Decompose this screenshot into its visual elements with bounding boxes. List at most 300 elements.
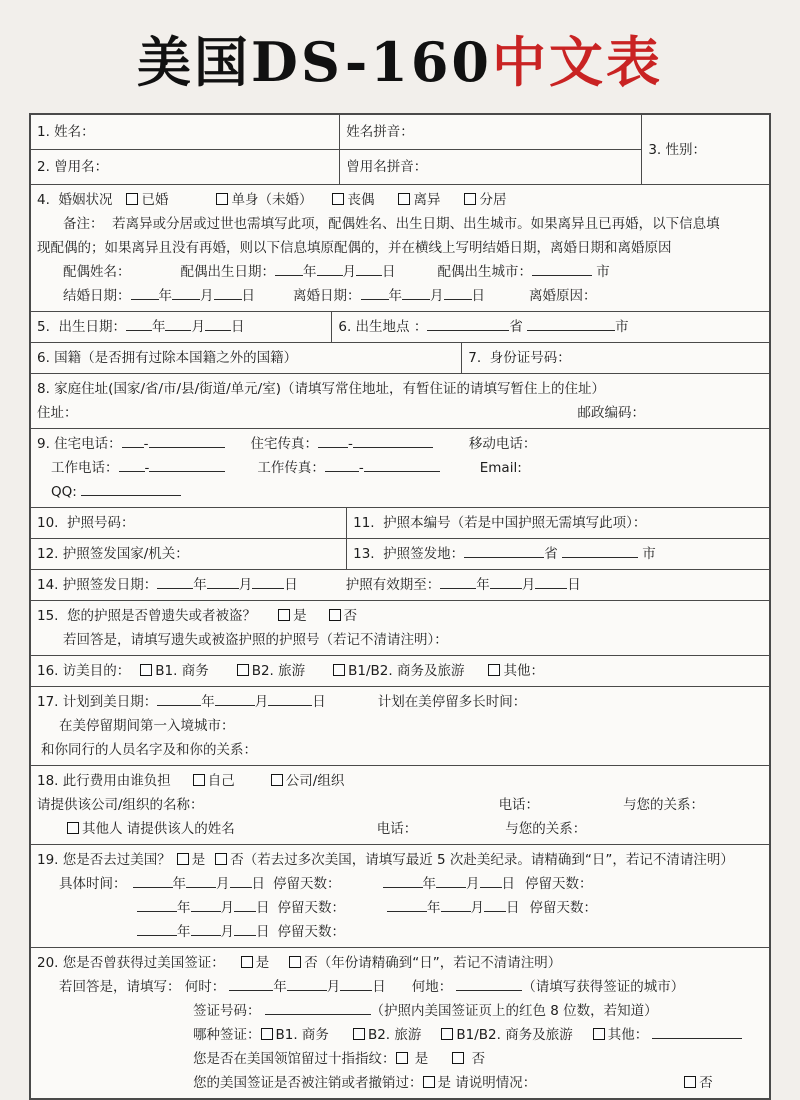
- checkbox-had-visa-yes[interactable]: [241, 955, 270, 971]
- cell: [346, 539, 769, 569]
- birth-month-blank[interactable]: [165, 315, 191, 331]
- label: 省: [544, 546, 562, 562]
- checkbox-label: 离异: [413, 192, 441, 208]
- cell: [31, 115, 339, 149]
- address-label: 住址：: [37, 405, 78, 421]
- spacer: [307, 619, 329, 620]
- checkbox-visa-b1b2[interactable]: [441, 1027, 572, 1043]
- checkbox-icon: [333, 664, 345, 676]
- checkbox-label: 是: [437, 1075, 451, 1091]
- checkbox-icon: [423, 1076, 435, 1088]
- spacer: [536, 1086, 684, 1087]
- arrival-month-blank[interactable]: [215, 690, 255, 706]
- label: 年: [303, 264, 317, 280]
- visit3-day-blank[interactable]: [234, 896, 256, 912]
- checkbox-passport-lost-no[interactable]: [329, 608, 358, 624]
- spacer: [131, 275, 181, 276]
- form-line: [468, 346, 763, 370]
- spacer: [37, 299, 63, 300]
- checkbox-label: B1. 商务: [275, 1027, 329, 1043]
- work-fax-blank[interactable]: [364, 456, 440, 472]
- visa-month-blank[interactable]: [287, 975, 327, 991]
- row-6-7-nationality-id: [31, 342, 769, 373]
- form-line: [37, 153, 108, 181]
- label: 年: [273, 979, 287, 995]
- visit1-day-blank[interactable]: [230, 872, 252, 888]
- checkbox-purpose-other[interactable]: [488, 663, 544, 679]
- label: 日: [312, 694, 326, 710]
- home-phone-area-blank[interactable]: [122, 432, 144, 448]
- checkbox-payer-company[interactable]: [271, 773, 345, 789]
- spacer: [329, 1038, 353, 1039]
- passport-lost-detail-label: 若回答是，请填写遗失或被盗护照的护照号（若记不清请注明）：: [63, 632, 448, 648]
- checkbox-payer-other-person[interactable]: [67, 821, 123, 837]
- spacer: [204, 808, 499, 809]
- spouse-birth-city-blank[interactable]: [532, 260, 592, 276]
- visit5-year-blank[interactable]: [137, 920, 177, 936]
- row-15-passport-lost: [31, 600, 769, 655]
- home-phone-blank[interactable]: [149, 432, 225, 448]
- visited-us-note: （若去过多次美国，请填写最近 5 次赴美纪录。请精确到“日”，若记不清请注明）: [243, 852, 734, 868]
- label: 日: [241, 288, 255, 304]
- arrival-date-label: 17. 计划到美日期：: [37, 694, 158, 710]
- form-line: [353, 542, 763, 566]
- spacer: [168, 203, 216, 204]
- checkbox-label: 自己: [207, 773, 235, 789]
- checkbox-visited-us-no[interactable]: [215, 852, 244, 868]
- form-line: [37, 188, 763, 212]
- marriage-month-blank[interactable]: [172, 284, 200, 300]
- row-12-13-passport-issue: [31, 538, 769, 569]
- form-line: [37, 212, 763, 236]
- label: 年: [172, 876, 186, 892]
- arrival-day-blank[interactable]: [268, 690, 312, 706]
- spacer: [112, 203, 126, 204]
- visit3-days-label: 停留天数：: [277, 900, 345, 916]
- checkbox-fingerprints-no[interactable]: [452, 1051, 485, 1067]
- birth-date-label: 5. 出生日期：: [37, 319, 126, 335]
- form-line: [37, 817, 763, 841]
- title-black-part: 美国DS-160: [137, 30, 492, 94]
- form-line: [37, 480, 763, 504]
- issue-city-blank[interactable]: [562, 542, 638, 558]
- form-line: [37, 1047, 763, 1071]
- spacer: [37, 729, 59, 730]
- form-line: [353, 511, 763, 535]
- label: 日: [284, 577, 298, 593]
- postal-code-label: 邮政编码：: [577, 405, 645, 421]
- cell: [31, 766, 769, 844]
- checkbox-label: 公司/组织: [285, 773, 345, 789]
- form-line: [37, 793, 763, 817]
- label: 日: [230, 319, 245, 335]
- spouse-birth-year-blank[interactable]: [275, 260, 303, 276]
- visit2-month-blank[interactable]: [436, 872, 466, 888]
- form-line: [37, 432, 763, 456]
- payer-org-relation-label: 与您的关系：: [623, 797, 705, 813]
- spacer: [37, 1062, 193, 1063]
- cell: [31, 374, 769, 428]
- label: 市: [615, 319, 629, 335]
- payer-person-name-label: 请提供该人的姓名: [122, 821, 235, 837]
- label: 日: [372, 979, 386, 995]
- checkbox-visa-revoked-yes[interactable]: [423, 1075, 452, 1091]
- checkbox-label: B1/B2. 商务及旅游: [456, 1027, 573, 1043]
- form-line: [37, 456, 763, 480]
- expiry-year-blank[interactable]: [440, 573, 476, 589]
- form-line: [346, 118, 414, 146]
- checkbox-icon: [271, 774, 283, 786]
- spacer: [209, 674, 237, 675]
- checkbox-icon: [353, 1028, 365, 1040]
- visa-city-blank[interactable]: [456, 975, 522, 991]
- form-line: [37, 542, 340, 566]
- gender-cell: [641, 115, 769, 184]
- label: 月: [521, 577, 536, 593]
- issue-month-blank[interactable]: [207, 573, 239, 589]
- marriage-year-blank[interactable]: [131, 284, 159, 300]
- spacer: [78, 416, 578, 417]
- payer-org-phone-label: 电话：: [498, 797, 540, 813]
- names-left-block: [31, 115, 641, 184]
- visa-year-blank[interactable]: [229, 975, 273, 991]
- visa-day-blank[interactable]: [340, 975, 372, 991]
- label: 月: [342, 264, 356, 280]
- checkbox-icon: [216, 193, 228, 205]
- label: 配偶出生日期：: [180, 264, 275, 280]
- checkbox-icon: [329, 609, 341, 621]
- label: 省: [509, 319, 528, 335]
- passport-number-label: 10. 护照号码：: [37, 515, 135, 531]
- spacer: [539, 808, 623, 809]
- checkbox-separated[interactable]: [464, 192, 506, 208]
- visit4-day-blank[interactable]: [484, 896, 506, 912]
- former-name-label: 2. 曾用名：: [37, 159, 109, 175]
- spacer: [37, 911, 137, 912]
- divorce-day-blank[interactable]: [444, 284, 472, 300]
- checkbox-purpose-b1[interactable]: [140, 663, 208, 679]
- visa-when-label: 若回答是，请填写： 何时：: [59, 979, 226, 995]
- visit1-month-blank[interactable]: [186, 872, 216, 888]
- spacer: [440, 203, 464, 204]
- birth-province-blank[interactable]: [427, 315, 509, 331]
- label: 日: [382, 264, 396, 280]
- expiry-day-blank[interactable]: [535, 573, 567, 589]
- visa-other-blank[interactable]: [652, 1023, 742, 1039]
- checkbox-icon: [396, 1052, 408, 1064]
- checkbox-single[interactable]: [216, 192, 312, 208]
- passport-issue-country-label: 12. 护照签发国家/机关：: [37, 546, 189, 562]
- nationality-label: 6. 国籍（是否拥有过除本国籍之外的国籍）: [37, 350, 298, 366]
- divorce-reason-label: 离婚原因：: [529, 288, 597, 304]
- form-line: [37, 896, 763, 920]
- checkbox-icon: [193, 774, 205, 786]
- label: 年: [476, 577, 490, 593]
- work-fax-area-blank[interactable]: [325, 456, 359, 472]
- spacer: [433, 447, 469, 448]
- birth-city-blank[interactable]: [527, 315, 615, 331]
- checkbox-label: 否: [230, 852, 244, 868]
- visit4-month-blank[interactable]: [441, 896, 471, 912]
- divorce-date-label: 离婚日期：: [293, 288, 361, 304]
- checkbox-purpose-b1b2[interactable]: [333, 663, 464, 679]
- checkbox-label: 其他：: [503, 663, 544, 679]
- visit-purpose-label: 16. 访美目的：: [37, 663, 131, 679]
- spacer: [270, 911, 278, 912]
- label: 日: [567, 577, 581, 593]
- label: 市: [592, 264, 610, 280]
- work-phone-area-blank[interactable]: [119, 456, 145, 472]
- visit5-month-blank[interactable]: [191, 920, 221, 936]
- visit3-year-blank[interactable]: [137, 896, 177, 912]
- cell: [31, 948, 769, 1098]
- spacer: [130, 674, 140, 675]
- spacer: [235, 784, 271, 785]
- birth-year-blank[interactable]: [126, 315, 152, 331]
- checkbox-label: 是: [293, 608, 307, 624]
- cell: [331, 312, 769, 342]
- label: 月: [254, 694, 269, 710]
- passport-issue-place-label: 13. 护照签发地：: [353, 546, 465, 562]
- spacer: [265, 887, 273, 888]
- form-line: [37, 118, 95, 146]
- spacer: [37, 935, 137, 936]
- label: 月: [200, 288, 214, 304]
- spacer: [225, 966, 241, 967]
- spacer: [37, 1038, 193, 1039]
- work-fax-label: 工作传真：: [257, 460, 325, 476]
- passport-issue-date-label: 14. 护照签发日期：: [37, 577, 158, 593]
- label: 年: [158, 288, 172, 304]
- checkbox-label: B2. 旅游: [251, 663, 306, 679]
- label: 年: [427, 900, 441, 916]
- label: 月: [430, 288, 444, 304]
- form-line: [37, 690, 763, 714]
- checkbox-icon: [452, 1052, 464, 1064]
- visit5-days-label: 停留天数：: [277, 924, 345, 940]
- checkbox-icon: [237, 664, 249, 676]
- id-number-label: 7. 身份证号码：: [468, 350, 571, 366]
- spacer: [235, 832, 377, 833]
- row-20-visa-history: [31, 947, 769, 1098]
- label: 月: [470, 900, 484, 916]
- mobile-phone-label: 移动电话：: [468, 436, 537, 452]
- home-fax-area-blank[interactable]: [318, 432, 348, 448]
- spouse-birth-month-blank[interactable]: [317, 260, 343, 276]
- checkbox-label: 否: [343, 608, 358, 624]
- checkbox-icon: [215, 853, 227, 865]
- passport-book-number-label: 11. 护照本编号（若是中国护照无需填写此项）：: [353, 515, 647, 531]
- passport-lost-question: 15. 您的护照是否曾遗失或者被盗？: [37, 608, 257, 624]
- work-phone-blank[interactable]: [149, 456, 225, 472]
- form-line: [37, 920, 763, 944]
- cell: [31, 601, 769, 655]
- row-10-11-passport-number: [31, 507, 769, 538]
- fingerprints-question: 您是否在美国领馆留过十指指纹：: [193, 1051, 396, 1067]
- checkbox-icon: [488, 664, 500, 676]
- divorce-month-blank[interactable]: [402, 284, 430, 300]
- label: 日: [501, 876, 515, 892]
- checkbox-label: 否: [304, 955, 318, 971]
- spouse-name-label: 配偶姓名：: [63, 264, 131, 280]
- cell: [31, 429, 769, 507]
- spacer: [386, 990, 412, 991]
- cell: [31, 539, 346, 569]
- checkbox-icon: [684, 1076, 696, 1088]
- visit1-year-blank[interactable]: [133, 872, 173, 888]
- label: -: [358, 460, 364, 476]
- label: 备注： 若离异或分居或过世也需填写此项，配偶姓名、出生日期、出生城市。如果离异且已再婚，以下信息填: [63, 216, 720, 232]
- checkbox-icon: [177, 853, 189, 865]
- form-line: [37, 284, 763, 308]
- qq-label: QQ:: [51, 484, 82, 500]
- label: 日: [251, 876, 265, 892]
- title-red-part: 中文表: [491, 30, 663, 94]
- form-line: [648, 136, 706, 164]
- birth-day-blank[interactable]: [205, 315, 231, 331]
- form-line: [37, 401, 763, 425]
- form-line: [37, 628, 763, 652]
- row-19-us-visits: [31, 844, 769, 947]
- checkbox-visa-other[interactable]: [593, 1027, 649, 1043]
- checkbox-fingerprints-yes[interactable]: [396, 1051, 429, 1067]
- spacer: [37, 832, 67, 833]
- checkbox-divorced[interactable]: [398, 192, 440, 208]
- passport-expiry-label: 护照有效期至：: [345, 577, 441, 593]
- label: 年: [388, 288, 402, 304]
- spacer: [270, 935, 278, 936]
- row-5-birth-date-place: [31, 311, 769, 342]
- checkbox-label: 已婚: [141, 192, 169, 208]
- spacer: [421, 1038, 441, 1039]
- visit2-day-blank[interactable]: [480, 872, 502, 888]
- spacer: [37, 990, 59, 991]
- checkbox-label: 单身（未婚）: [231, 192, 313, 208]
- form-line: [37, 377, 763, 401]
- checkbox-icon: [398, 193, 410, 205]
- divorce-year-blank[interactable]: [361, 284, 389, 300]
- checkbox-icon: [332, 193, 344, 205]
- form-line: [37, 260, 763, 284]
- home-fax-blank[interactable]: [353, 432, 433, 448]
- checkbox-payer-self[interactable]: [193, 773, 235, 789]
- spacer: [326, 705, 378, 706]
- row-17-travel-plan: [31, 686, 769, 765]
- label: 4. 婚姻状况: [37, 192, 113, 208]
- spacer: [37, 495, 51, 496]
- spacer: [520, 911, 530, 912]
- checkbox-visa-revoked-no[interactable]: [684, 1075, 713, 1091]
- label: 日: [471, 288, 485, 304]
- spacer: [37, 1086, 193, 1087]
- cell: [346, 508, 769, 538]
- form-line: [37, 951, 763, 975]
- marriage-day-blank[interactable]: [214, 284, 242, 300]
- cell: [31, 312, 331, 342]
- label: 月: [216, 876, 230, 892]
- qq-blank[interactable]: [81, 480, 181, 496]
- checkbox-label: B1. 商务: [155, 663, 209, 679]
- expiry-month-blank[interactable]: [490, 573, 522, 589]
- label: 日: [256, 900, 270, 916]
- checkbox-icon: [261, 1028, 273, 1040]
- visit5-day-blank[interactable]: [234, 920, 256, 936]
- arrival-year-blank[interactable]: [157, 690, 201, 706]
- checkbox-visa-b1[interactable]: [261, 1027, 329, 1043]
- form-line: [346, 153, 427, 181]
- cell: [31, 343, 461, 373]
- form-line: [37, 236, 763, 260]
- cell: [461, 343, 769, 373]
- spacer: [485, 299, 529, 300]
- label: 年: [177, 924, 191, 940]
- spacer: [345, 911, 387, 912]
- checkbox-label: 否: [467, 1051, 486, 1067]
- spacer: [573, 1038, 593, 1039]
- checkbox-visa-b2[interactable]: [353, 1027, 421, 1043]
- label: 年: [193, 577, 207, 593]
- issue-day-blank[interactable]: [252, 573, 284, 589]
- checkbox-visited-us-yes[interactable]: [177, 852, 206, 868]
- checkbox-label: 是: [255, 955, 270, 971]
- stay-duration-label: 计划在美停留多长时间：: [377, 694, 527, 710]
- spacer: [341, 887, 383, 888]
- visit2-year-blank[interactable]: [383, 872, 423, 888]
- spouse-birth-day-blank[interactable]: [356, 260, 382, 276]
- checkbox-married[interactable]: [126, 192, 168, 208]
- label: 月: [220, 924, 234, 940]
- form-line: [37, 315, 325, 339]
- checkbox-label: 分居: [479, 192, 507, 208]
- spacer: [225, 471, 257, 472]
- checkbox-widowed[interactable]: [332, 192, 374, 208]
- checkbox-icon: [278, 609, 290, 621]
- form-line: [37, 769, 763, 793]
- label: 年: [151, 319, 166, 335]
- visa-number-blank[interactable]: [265, 999, 371, 1015]
- spacer: [312, 203, 332, 204]
- cell: [339, 150, 641, 184]
- label: -: [143, 436, 149, 452]
- spacer: [440, 471, 480, 472]
- spacer: [37, 227, 63, 228]
- checkbox-label: 其他人: [82, 821, 123, 837]
- checkbox-passport-lost-yes[interactable]: [278, 608, 307, 624]
- visit3-month-blank[interactable]: [191, 896, 221, 912]
- form-line: [37, 738, 763, 762]
- checkbox-purpose-b2[interactable]: [237, 663, 305, 679]
- checkbox-label: B2. 旅游: [367, 1027, 422, 1043]
- checkbox-icon: [140, 664, 152, 676]
- cell: [31, 150, 339, 184]
- label: 月: [326, 979, 341, 995]
- checkbox-had-visa-no[interactable]: [289, 955, 318, 971]
- issue-province-blank[interactable]: [464, 542, 544, 558]
- name-pinyin-label: 姓名拼音：: [346, 124, 414, 140]
- payer-org-name-label: 请提供该公司/组织的名称：: [37, 797, 204, 813]
- work-phone-label: 工作电话：: [51, 460, 119, 476]
- label: -: [144, 460, 150, 476]
- names-subrow: [31, 115, 641, 149]
- row-name-pinyin: [31, 115, 769, 184]
- issue-year-blank[interactable]: [157, 573, 193, 589]
- home-fax-label: 住宅传真：: [250, 436, 319, 452]
- cell: [31, 570, 769, 600]
- checkbox-icon: [126, 193, 138, 205]
- visit4-year-blank[interactable]: [387, 896, 427, 912]
- row-16-visit-purpose: [31, 655, 769, 686]
- cell: [31, 656, 769, 686]
